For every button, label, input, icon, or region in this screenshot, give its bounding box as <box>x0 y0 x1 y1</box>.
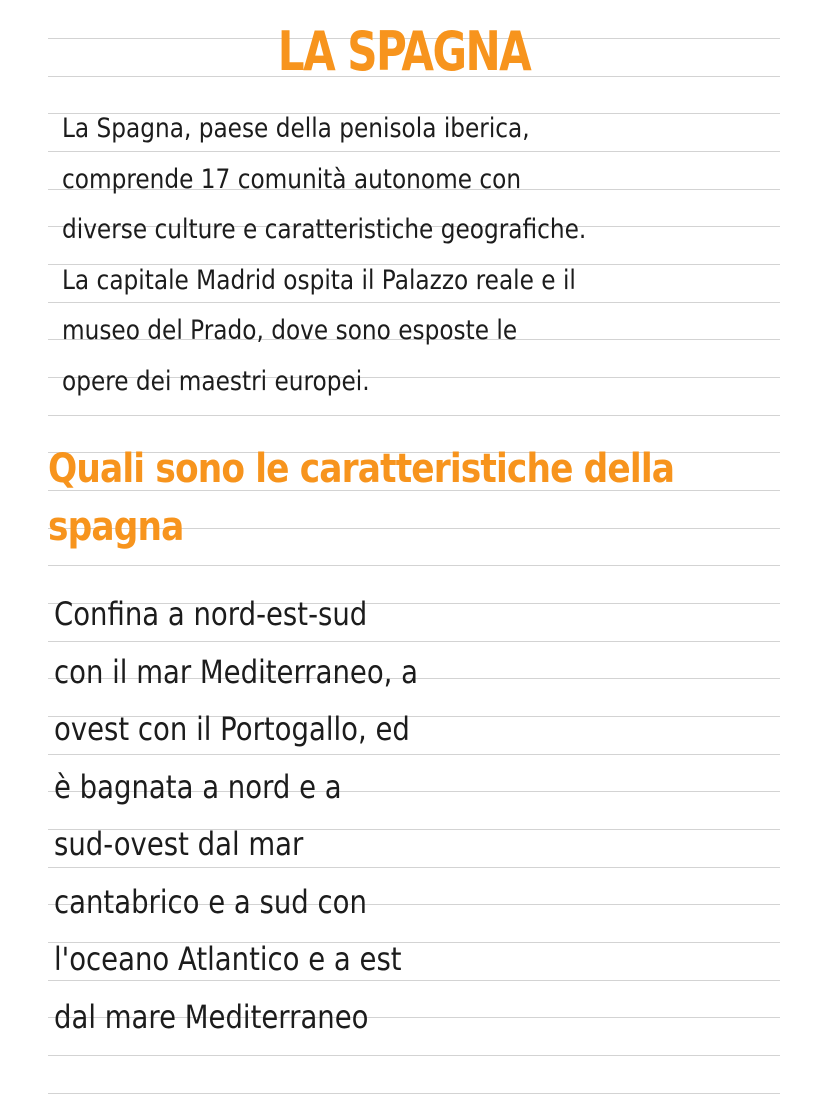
intro-line: La Spagna, paese della penisola iberica, <box>62 113 530 144</box>
section-body-line: con il mar Mediterraneo, a <box>54 652 419 691</box>
section-heading-line: spagna <box>48 504 184 550</box>
ruled-line <box>48 1055 780 1056</box>
section-body-line: ovest con il Portogallo, ed <box>54 710 410 748</box>
intro-line: museo del Prado, dove sono esposte le <box>62 315 518 346</box>
section-body-line: l'oceano Atlantico e a est <box>54 940 402 978</box>
section-body-line: è bagnata a nord e a <box>54 767 342 806</box>
intro-line: opere dei maestri europei. <box>62 365 370 397</box>
ruled-line <box>48 1093 780 1094</box>
ruled-line <box>48 415 780 416</box>
ruled-line <box>48 565 780 566</box>
intro-line: comprende 17 comunità autonome con <box>62 163 522 195</box>
intro-line: diverse culture e caratteristiche geografiche. <box>62 214 587 245</box>
section-body-line: dal mare Mediterraneo <box>54 997 369 1036</box>
section-heading-line: Quali sono le caratteristiche della <box>48 446 675 492</box>
section-body-line: cantabrico e a sud con <box>54 882 367 921</box>
section-body-line: Confina a nord-est-sud <box>54 595 368 633</box>
section-body <box>54 586 656 1046</box>
section-body-line: sud-ovest dal mar <box>54 825 304 863</box>
intro-line: La capitale Madrid ospita il Palazzo reale e il <box>62 264 576 296</box>
section-heading <box>48 440 674 556</box>
intro-paragraph <box>62 104 664 407</box>
page-title: LA SPAGNA <box>277 20 531 83</box>
